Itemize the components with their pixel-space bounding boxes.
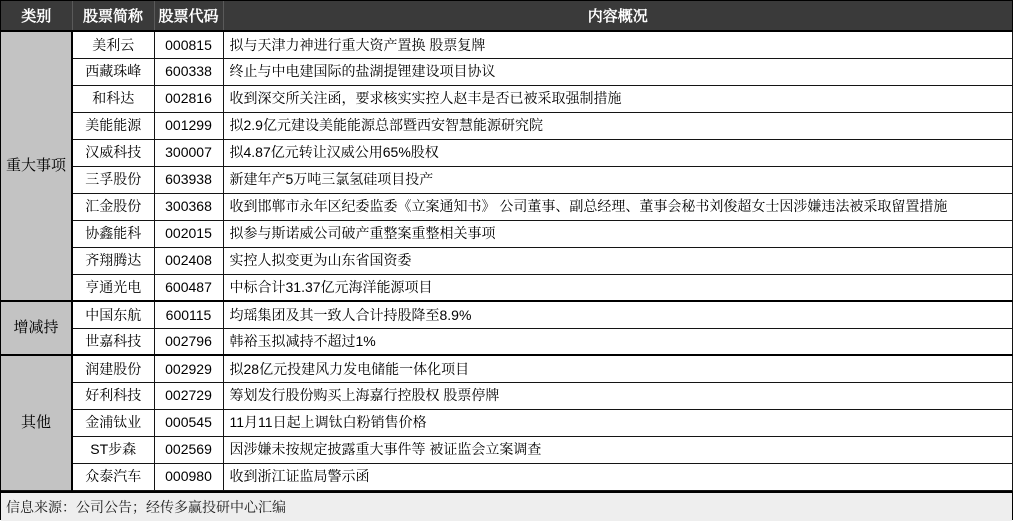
stock-name-cell: 美能能源 — [72, 112, 154, 139]
content-cell: 拟4.87亿元转让汉威公用65%股权 — [223, 139, 1012, 166]
content-cell: 实控人拟变更为山东省国资委 — [223, 247, 1012, 274]
table-row — [1, 85, 1012, 112]
content-cell: 拟28亿元投建风力发电储能一体化项目 — [223, 355, 1012, 382]
category-cell: 其他 — [1, 355, 72, 490]
table-row — [1, 112, 1012, 139]
stock-name-cell: 润建股份 — [72, 355, 154, 382]
stock-announcements-table — [1, 1, 1013, 491]
content-cell: 收到浙江证监局警示函 — [223, 463, 1012, 490]
content-cell: 拟参与斯诺威公司破产重整案重整相关事项 — [223, 220, 1012, 247]
table-row — [1, 247, 1012, 274]
category-cell: 重大事项 — [1, 31, 72, 301]
table-row — [1, 355, 1012, 382]
stock-code-cell: 002408 — [154, 247, 223, 274]
stock-code-cell: 300368 — [154, 193, 223, 220]
content-cell: 因涉嫌未按规定披露重大事件等 被证监会立案调查 — [223, 436, 1012, 463]
stock-name-cell: 西藏珠峰 — [72, 58, 154, 85]
stock-code-cell: 600487 — [154, 274, 223, 301]
stock-code-cell: 002015 — [154, 220, 223, 247]
stock-name-cell: 汉威科技 — [72, 139, 154, 166]
header-stock-code: 股票代码 — [154, 1, 223, 31]
stock-code-cell: 600115 — [154, 301, 223, 328]
stock-code-cell: 002796 — [154, 328, 223, 355]
stock-code-cell: 600338 — [154, 58, 223, 85]
stock-code-cell: 603938 — [154, 166, 223, 193]
stock-name-cell: 汇金股份 — [72, 193, 154, 220]
stock-code-cell: 000545 — [154, 409, 223, 436]
header-category: 类别 — [1, 1, 72, 31]
stock-name-cell: 美利云 — [72, 31, 154, 58]
table-row — [1, 328, 1012, 355]
stock-code-cell: 002929 — [154, 355, 223, 382]
stock-name-cell: 世嘉科技 — [72, 328, 154, 355]
stock-name-cell: 协鑫能科 — [72, 220, 154, 247]
category-cell: 增减持 — [1, 301, 72, 355]
table-row — [1, 274, 1012, 301]
header-content: 内容概况 — [223, 1, 1012, 31]
stock-name-cell: ST步森 — [72, 436, 154, 463]
content-cell: 收到邯郸市永年区纪委监委《立案通知书》 公司董事、副总经理、董事会秘书刘俊超女士因涉嫌违法被采取留置措施 — [223, 193, 1012, 220]
content-cell: 中标合计31.37亿元海洋能源项目 — [223, 274, 1012, 301]
content-cell: 收到深交所关注函，要求核实实控人赵丰是否已被采取强制措施 — [223, 85, 1012, 112]
stock-code-cell: 300007 — [154, 139, 223, 166]
table-row — [1, 301, 1012, 328]
table-row — [1, 166, 1012, 193]
stock-code-cell: 000815 — [154, 31, 223, 58]
content-cell: 韩裕玉拟减持不超过1% — [223, 328, 1012, 355]
content-cell: 终止与中电建国际的盐湖提锂建设项目协议 — [223, 58, 1012, 85]
stock-name-cell: 金浦钛业 — [72, 409, 154, 436]
table-row — [1, 139, 1012, 166]
table-row — [1, 193, 1012, 220]
header-row — [1, 1, 1012, 31]
table-row — [1, 58, 1012, 85]
table-row — [1, 436, 1012, 463]
stock-name-cell: 好利科技 — [72, 382, 154, 409]
stock-name-cell: 和科达 — [72, 85, 154, 112]
content-cell: 均瑶集团及其一致人合计持股降至8.9% — [223, 301, 1012, 328]
table-row — [1, 409, 1012, 436]
stock-code-cell: 002569 — [154, 436, 223, 463]
source-note: 信息来源：公司公告；经传多赢投研中心汇编 — [1, 491, 1012, 521]
content-cell: 11月11日起上调钛白粉销售价格 — [223, 409, 1012, 436]
table-row — [1, 220, 1012, 247]
stock-name-cell: 中国东航 — [72, 301, 154, 328]
stock-name-cell: 齐翔腾达 — [72, 247, 154, 274]
stock-code-cell: 000980 — [154, 463, 223, 490]
stock-code-cell: 001299 — [154, 112, 223, 139]
stock-name-cell: 三孚股份 — [72, 166, 154, 193]
table-row — [1, 382, 1012, 409]
stock-code-cell: 002729 — [154, 382, 223, 409]
content-cell: 新建年产5万吨三氯氢硅项目投产 — [223, 166, 1012, 193]
header-stock-name: 股票简称 — [72, 1, 154, 31]
stock-name-cell: 众泰汽车 — [72, 463, 154, 490]
content-cell: 筹划发行股份购买上海嘉行控股权 股票停牌 — [223, 382, 1012, 409]
content-cell: 拟2.9亿元建设美能能源总部暨西安智慧能源研究院 — [223, 112, 1012, 139]
stock-name-cell: 亨通光电 — [72, 274, 154, 301]
content-cell: 拟与天津力神进行重大资产置换 股票复牌 — [223, 31, 1012, 58]
table-row — [1, 463, 1012, 490]
table-row — [1, 31, 1012, 58]
stock-code-cell: 002816 — [154, 85, 223, 112]
